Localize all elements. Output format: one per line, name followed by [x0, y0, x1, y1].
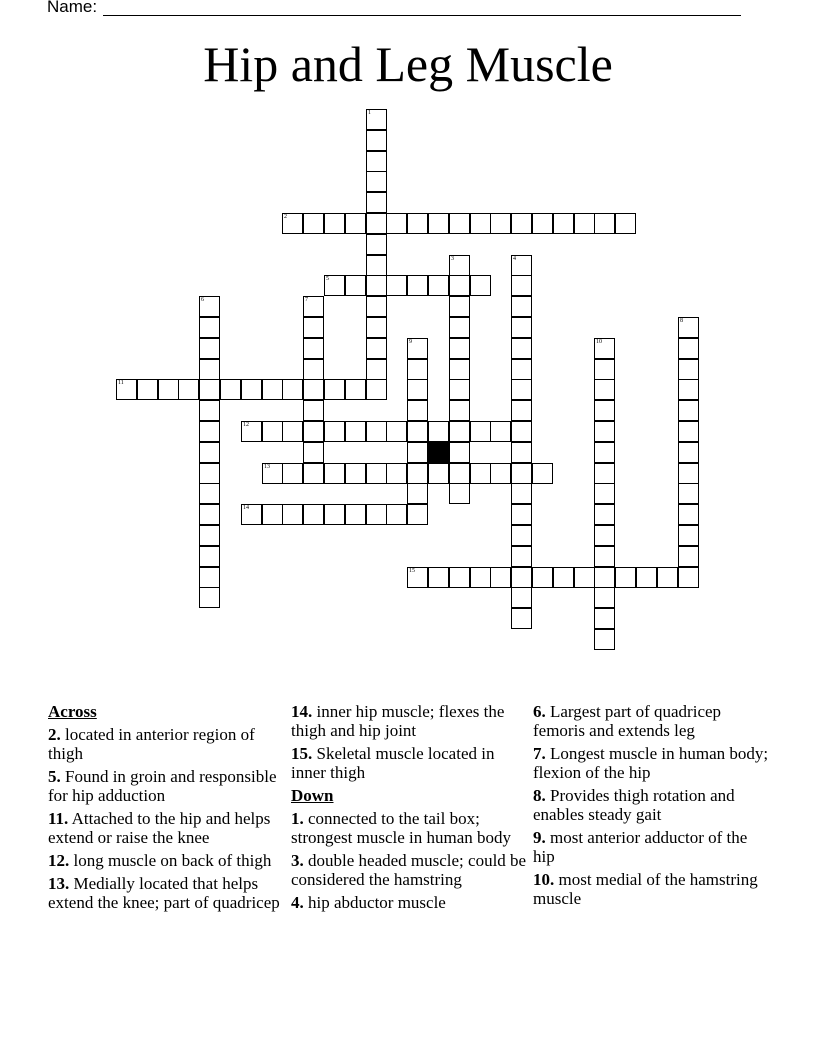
- crossword-cell[interactable]: [594, 587, 615, 608]
- across-clue: 14. inner hip muscle; flexes the thigh and hip joint: [291, 702, 505, 740]
- crossword-cell[interactable]: [386, 275, 407, 296]
- clue-number-label: 12: [243, 422, 249, 428]
- crossword-cell[interactable]: [511, 483, 532, 504]
- crossword-cell[interactable]: [594, 379, 615, 400]
- crossword-cell[interactable]: [490, 463, 511, 484]
- crossword-cell[interactable]: [470, 213, 491, 234]
- clue-number-label: 4: [513, 256, 516, 262]
- crossword-cell[interactable]: [594, 483, 615, 504]
- down-heading: Down: [291, 786, 334, 805]
- crossword-cell[interactable]: [366, 255, 387, 276]
- crossword-cell[interactable]: [594, 504, 615, 525]
- crossword-cell[interactable]: [511, 338, 532, 359]
- crossword-cell[interactable]: [199, 421, 220, 442]
- down-clue: 10. most medial of the hamstring muscle: [533, 870, 758, 908]
- crossword-cell[interactable]: [303, 338, 324, 359]
- crossword-cell[interactable]: [594, 400, 615, 421]
- crossword-cell[interactable]: [303, 317, 324, 338]
- crossword-cell[interactable]: [345, 379, 366, 400]
- crossword-cell[interactable]: [428, 463, 449, 484]
- crossword-cell[interactable]: [199, 525, 220, 546]
- crossword-cell[interactable]: [407, 483, 428, 504]
- crossword-cell[interactable]: [511, 400, 532, 421]
- down-clue: 4. hip abductor muscle: [291, 893, 446, 912]
- crossword-cell[interactable]: [678, 504, 699, 525]
- crossword-cell[interactable]: [678, 463, 699, 484]
- crossword-cell[interactable]: [303, 379, 324, 400]
- crossword-cell[interactable]: [511, 608, 532, 629]
- crossword-cell[interactable]: [407, 213, 428, 234]
- crossword-cell[interactable]: [428, 213, 449, 234]
- crossword-cell[interactable]: [449, 213, 470, 234]
- crossword-cell[interactable]: [532, 213, 553, 234]
- crossword-cell[interactable]: [199, 359, 220, 380]
- crossword-cell[interactable]: [241, 504, 262, 525]
- crossword-cell[interactable]: [615, 567, 636, 588]
- crossword-cell[interactable]: [282, 421, 303, 442]
- crossword-cell[interactable]: [366, 463, 387, 484]
- crossword-cell[interactable]: [553, 213, 574, 234]
- crossword-cell[interactable]: [366, 234, 387, 255]
- crossword-cell[interactable]: [511, 546, 532, 567]
- crossword-cell[interactable]: [449, 338, 470, 359]
- clue-number-label: 3: [451, 256, 454, 262]
- crossword-cell[interactable]: [594, 359, 615, 380]
- crossword-cell[interactable]: [303, 463, 324, 484]
- crossword-cell[interactable]: [345, 504, 366, 525]
- clue-number-label: 5: [326, 276, 329, 282]
- crossword-cell[interactable]: [366, 109, 387, 130]
- crossword-cell[interactable]: [199, 296, 220, 317]
- crossword-cell[interactable]: [511, 567, 532, 588]
- crossword-cell[interactable]: [199, 546, 220, 567]
- crossword-cell[interactable]: [594, 463, 615, 484]
- clue-number-label: 6: [201, 297, 204, 303]
- crossword-cell[interactable]: [532, 567, 553, 588]
- clue-number-label: 10: [596, 339, 602, 345]
- crossword-cell[interactable]: [345, 421, 366, 442]
- crossword-cell[interactable]: [594, 442, 615, 463]
- crossword-cell[interactable]: [303, 421, 324, 442]
- crossword-cell[interactable]: [470, 275, 491, 296]
- crossword-cell[interactable]: [282, 379, 303, 400]
- across-heading: Across: [48, 702, 97, 721]
- crossword-cell[interactable]: [324, 421, 345, 442]
- across-clue: 15. Skeletal muscle located in inner thigh: [291, 744, 495, 782]
- crossword-cell[interactable]: [615, 213, 636, 234]
- crossword-cell[interactable]: [678, 359, 699, 380]
- clue-number-label: 13: [264, 464, 270, 470]
- crossword-cell[interactable]: [449, 379, 470, 400]
- crossword-cell[interactable]: [678, 567, 699, 588]
- crossword-cell[interactable]: [386, 463, 407, 484]
- crossword-cell[interactable]: [303, 213, 324, 234]
- crossword-cell[interactable]: [282, 504, 303, 525]
- crossword-cell[interactable]: [449, 275, 470, 296]
- crossword-cell[interactable]: [511, 296, 532, 317]
- crossword-cell[interactable]: [594, 525, 615, 546]
- crossword-cell[interactable]: [262, 504, 283, 525]
- crossword-cell[interactable]: [678, 338, 699, 359]
- down-clue: 6. Largest part of quadricep femoris and extends leg: [533, 702, 722, 740]
- clue-number-label: 11: [118, 380, 124, 386]
- down-clue: 3. double headed muscle; could be considered the hamstring: [291, 851, 527, 889]
- clue-column-3: [533, 702, 773, 912]
- crossword-cell[interactable]: [594, 546, 615, 567]
- across-clue: 11. Attached to the hip and helps extend or raise the knee: [48, 809, 271, 847]
- crossword-cell[interactable]: [199, 317, 220, 338]
- crossword-cell[interactable]: [678, 483, 699, 504]
- crossword-cell[interactable]: [366, 171, 387, 192]
- crossword-cell[interactable]: [407, 442, 428, 463]
- crossword-cell[interactable]: [490, 421, 511, 442]
- crossword-cell[interactable]: [366, 296, 387, 317]
- crossword-cell[interactable]: [449, 400, 470, 421]
- crossword-cell[interactable]: [428, 275, 449, 296]
- crossword-cell[interactable]: [678, 442, 699, 463]
- crossword-cell[interactable]: [657, 567, 678, 588]
- crossword-cell[interactable]: [386, 421, 407, 442]
- clue-number-label: 14: [243, 505, 249, 511]
- clue-number-label: 7: [305, 297, 308, 303]
- crossword-cell[interactable]: [366, 421, 387, 442]
- crossword-cell[interactable]: [366, 317, 387, 338]
- blocked-cell: [428, 442, 449, 463]
- crossword-cell[interactable]: [678, 421, 699, 442]
- crossword-cell[interactable]: [407, 400, 428, 421]
- crossword-cell[interactable]: [511, 587, 532, 608]
- crossword-cell[interactable]: [199, 504, 220, 525]
- crossword-cell[interactable]: [678, 400, 699, 421]
- crossword-cell[interactable]: [303, 442, 324, 463]
- crossword-cell[interactable]: [220, 379, 241, 400]
- crossword-cell[interactable]: [407, 567, 428, 588]
- crossword-cell[interactable]: [511, 442, 532, 463]
- crossword-cell[interactable]: [449, 567, 470, 588]
- crossword-cell[interactable]: [366, 359, 387, 380]
- crossword-cell[interactable]: [303, 400, 324, 421]
- crossword-cell[interactable]: [366, 379, 387, 400]
- crossword-cell[interactable]: [366, 338, 387, 359]
- crossword-cell[interactable]: [511, 463, 532, 484]
- crossword-cell[interactable]: [366, 192, 387, 213]
- crossword-cell[interactable]: [574, 213, 595, 234]
- crossword-cell[interactable]: [532, 463, 553, 484]
- crossword-cell[interactable]: [511, 504, 532, 525]
- crossword-cell[interactable]: [449, 359, 470, 380]
- crossword-cell[interactable]: [407, 338, 428, 359]
- crossword-cell[interactable]: [678, 546, 699, 567]
- crossword-cell[interactable]: [407, 421, 428, 442]
- across-clue: 2. located in anterior region of thigh: [48, 725, 255, 763]
- crossword-cell[interactable]: [407, 504, 428, 525]
- crossword-cell[interactable]: [386, 504, 407, 525]
- crossword-cell[interactable]: [574, 567, 595, 588]
- crossword-cell[interactable]: [594, 213, 615, 234]
- crossword-cell[interactable]: [678, 379, 699, 400]
- crossword-cell[interactable]: [282, 463, 303, 484]
- crossword-cell[interactable]: [324, 275, 345, 296]
- down-clue: 1. connected to the tail box; strongest muscle in human body: [291, 809, 512, 847]
- crossword-cell[interactable]: [366, 151, 387, 172]
- crossword-cell[interactable]: [449, 483, 470, 504]
- clue-number-label: 1: [368, 110, 371, 116]
- crossword-cell[interactable]: [345, 275, 366, 296]
- crossword-cell[interactable]: [594, 567, 615, 588]
- crossword-cell[interactable]: [324, 504, 345, 525]
- crossword-cell[interactable]: [449, 317, 470, 338]
- crossword-cell[interactable]: [262, 379, 283, 400]
- crossword-cell[interactable]: [303, 296, 324, 317]
- crossword-cell[interactable]: [241, 379, 262, 400]
- crossword-cell[interactable]: [511, 255, 532, 276]
- crossword-cell[interactable]: [594, 338, 615, 359]
- crossword-cell[interactable]: [366, 130, 387, 151]
- crossword-cell[interactable]: [407, 379, 428, 400]
- crossword-cell[interactable]: [428, 567, 449, 588]
- crossword-cell[interactable]: [511, 317, 532, 338]
- across-clue: 5. Found in groin and responsible for hip adduction: [48, 767, 277, 805]
- crossword-cell[interactable]: [511, 379, 532, 400]
- crossword-cell[interactable]: [324, 463, 345, 484]
- clue-number-label: 2: [284, 214, 287, 220]
- crossword-cell[interactable]: [199, 567, 220, 588]
- crossword-cell[interactable]: [262, 463, 283, 484]
- crossword-cell[interactable]: [511, 525, 532, 546]
- crossword-cell[interactable]: [428, 421, 449, 442]
- crossword-cell[interactable]: [511, 275, 532, 296]
- crossword-cell[interactable]: [324, 213, 345, 234]
- crossword-cell[interactable]: [490, 213, 511, 234]
- crossword-cell[interactable]: [158, 379, 179, 400]
- clue-column-1: [48, 702, 288, 916]
- crossword-cell[interactable]: [490, 567, 511, 588]
- crossword-cell[interactable]: [178, 379, 199, 400]
- page-title: Hip and Leg Muscle: [203, 36, 613, 92]
- crossword-cell[interactable]: [449, 442, 470, 463]
- crossword-cell[interactable]: [116, 379, 137, 400]
- crossword-cell[interactable]: [511, 359, 532, 380]
- crossword-cell[interactable]: [366, 504, 387, 525]
- crossword-cell[interactable]: [262, 421, 283, 442]
- clue-number-label: 8: [680, 318, 683, 324]
- crossword-cell[interactable]: [345, 463, 366, 484]
- down-clue: 9. most anterior adductor of the hip: [533, 828, 748, 866]
- crossword-cell[interactable]: [386, 213, 407, 234]
- crossword-cell[interactable]: [199, 442, 220, 463]
- crossword-cell[interactable]: [511, 213, 532, 234]
- crossword-cell[interactable]: [282, 213, 303, 234]
- crossword-cell[interactable]: [470, 421, 491, 442]
- crossword-cell[interactable]: [511, 421, 532, 442]
- crossword-cell[interactable]: [303, 504, 324, 525]
- crossword-cell[interactable]: [553, 567, 574, 588]
- crossword-cell[interactable]: [470, 567, 491, 588]
- crossword-cell[interactable]: [324, 379, 345, 400]
- crossword-cell[interactable]: [199, 379, 220, 400]
- crossword-cell[interactable]: [366, 275, 387, 296]
- clue-column-2: [291, 702, 531, 916]
- clue-number-label: 9: [409, 339, 412, 345]
- down-clue: 8. Provides thigh rotation and enables steady gait: [533, 786, 735, 824]
- crossword-cell[interactable]: [449, 255, 470, 276]
- crossword-cell[interactable]: [366, 213, 387, 234]
- crossword-cell[interactable]: [449, 296, 470, 317]
- crossword-cell[interactable]: [407, 359, 428, 380]
- crossword-cell[interactable]: [241, 421, 262, 442]
- crossword-cell[interactable]: [449, 463, 470, 484]
- crossword-cell[interactable]: [199, 400, 220, 421]
- crossword-cell[interactable]: [594, 608, 615, 629]
- crossword-cell[interactable]: [199, 483, 220, 504]
- down-clue: 7. Longest muscle in human body; flexion of the hip: [533, 744, 769, 782]
- crossword-cell[interactable]: [470, 463, 491, 484]
- crossword-cell[interactable]: [345, 213, 366, 234]
- crossword-cell[interactable]: [407, 463, 428, 484]
- crossword-cell[interactable]: [594, 421, 615, 442]
- crossword-cell[interactable]: [594, 629, 615, 650]
- name-label: Name:: [47, 0, 98, 16]
- crossword-cell[interactable]: [303, 359, 324, 380]
- crossword-cell[interactable]: [199, 463, 220, 484]
- across-clue: 12. long muscle on back of thigh: [48, 851, 272, 870]
- crossword-cell[interactable]: [199, 587, 220, 608]
- crossword-cell[interactable]: [449, 421, 470, 442]
- crossword-cell[interactable]: [137, 379, 158, 400]
- crossword-cell[interactable]: [678, 317, 699, 338]
- crossword-cell[interactable]: [199, 338, 220, 359]
- clue-number-label: 15: [409, 568, 415, 574]
- across-clue: 13. Medially located that helps extend the knee; part of quadricep: [48, 874, 280, 912]
- crossword-cell[interactable]: [636, 567, 657, 588]
- crossword-cell[interactable]: [407, 275, 428, 296]
- crossword-cell[interactable]: [678, 525, 699, 546]
